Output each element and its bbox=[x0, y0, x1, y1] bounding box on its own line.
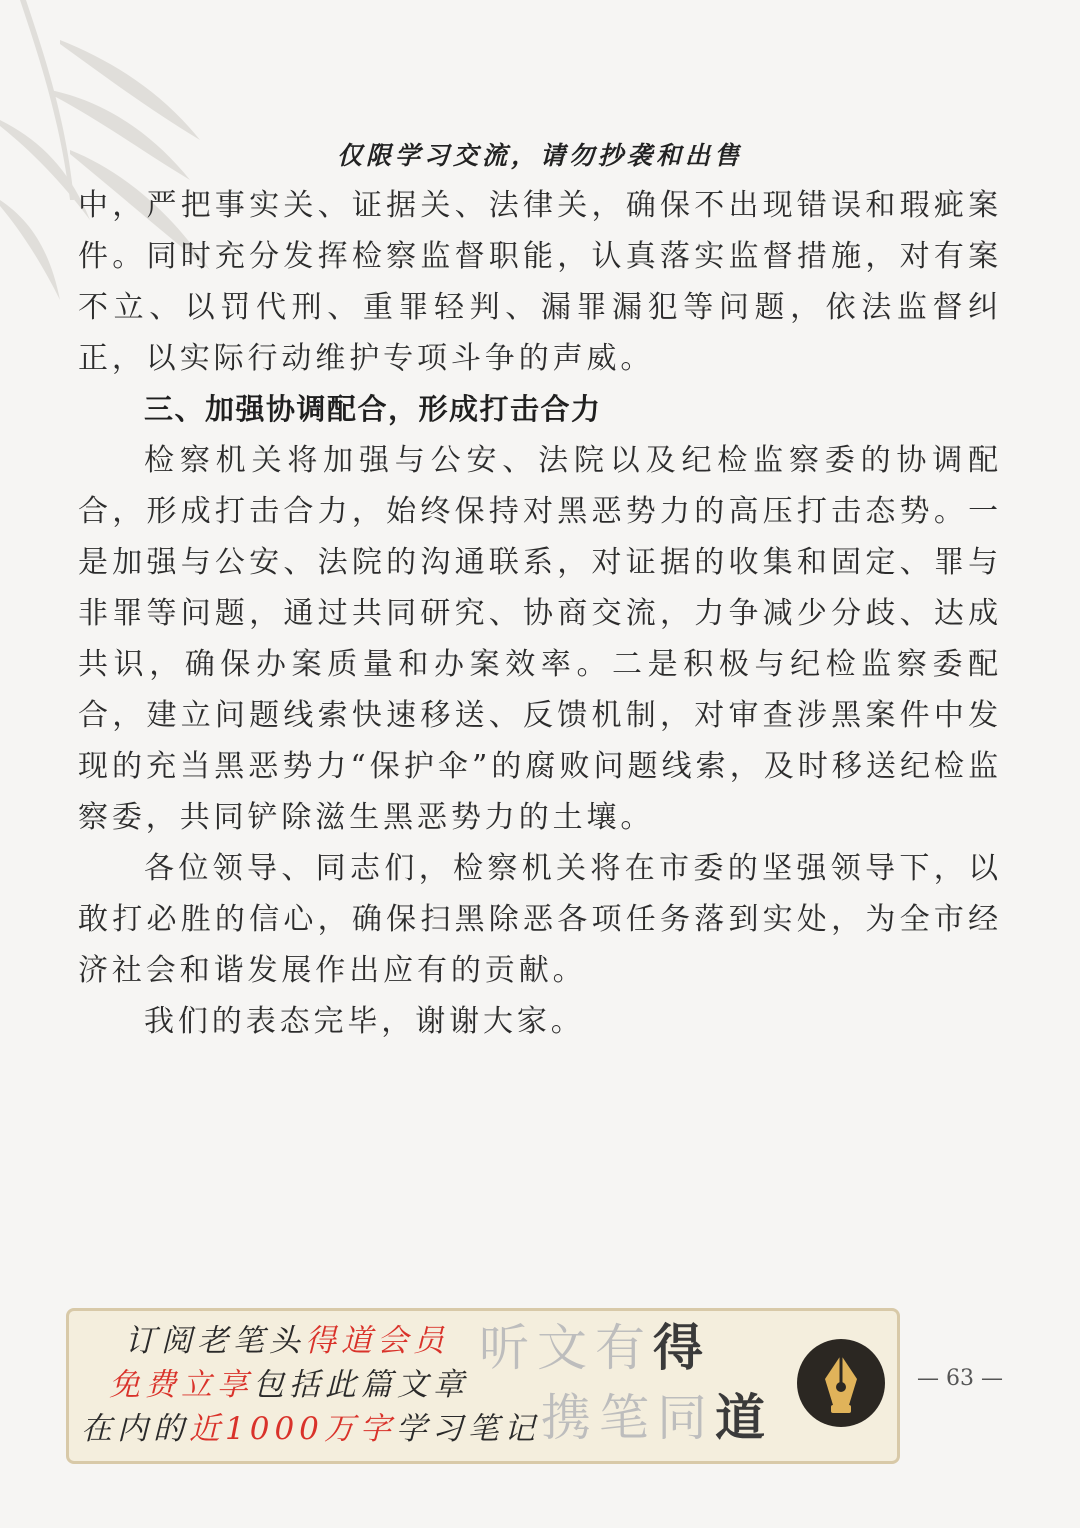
slogan-1-dark: 得 bbox=[653, 1318, 711, 1377]
banner-text-member: 得道会员 bbox=[305, 1323, 449, 1359]
banner-slogan bbox=[479, 1313, 809, 1453]
slogan-1-light: 听文有 bbox=[479, 1319, 653, 1377]
subscription-banner[interactable] bbox=[66, 1308, 900, 1464]
section-heading-3: 三、加强协调配合，形成打击合力 bbox=[144, 392, 602, 426]
banner-text-subscribe: 订阅老笔头 bbox=[125, 1323, 305, 1359]
paragraph-closing: 各位领导、同志们，检察机关将在市委的坚强领导下，以敢打必胜的信心，确保扫黑除恶各项任务落到实处，为全市经济社会和谐发展作出应有的贡献。 bbox=[78, 851, 1002, 988]
slogan-line-2 bbox=[479, 1383, 809, 1453]
banner-text-notes: 学习笔记 bbox=[395, 1411, 540, 1447]
paragraph-coordination: 检察机关将加强与公安、法院以及纪检监察委的协调配合，形成打击合力，始终保持对黑恶势力的高压打击态势。一是加强与公安、法院的沟通联系，对证据的收集和固定、罪与非罪等问题，通过共同研究、协商交流，力争减少分歧、达成共识，确保办案质量和办案效率。二是积极与纪检监察委配合，建立问题线索快速移送、反馈机制，对审查涉黑案件中发现的充当黑恶势力“保护伞”的腐败问题线索，及时移送纪检监察委，共同铲除滋生黑恶势力的土壤。 bbox=[78, 443, 1002, 835]
slogan-2-dark: 道 bbox=[715, 1388, 773, 1447]
fountain-pen-nib-icon bbox=[797, 1339, 885, 1427]
slogan-2-light: 携笔同 bbox=[541, 1389, 715, 1447]
slogan-line-1 bbox=[479, 1313, 809, 1383]
copyright-notice: 仅限学习交流，请勿抄袭和出售 bbox=[336, 141, 743, 170]
pen-nib-badge bbox=[797, 1339, 885, 1427]
page-number: — 63 — bbox=[917, 1366, 1003, 1391]
banner-text-within: 在内的 bbox=[81, 1411, 189, 1447]
banner-text-amount: 近1000万字 bbox=[189, 1411, 396, 1447]
banner-text-include: 包括此篇文章 bbox=[253, 1367, 469, 1403]
banner-text-free: 免费立享 bbox=[109, 1367, 253, 1403]
paragraph-thanks: 我们的表态完毕，谢谢大家。 bbox=[144, 1004, 585, 1039]
paragraph-continued: 中，严把事实关、证据关、法律关，确保不出现错误和瑕疵案件。同时充分发挥检察监督职能，认真落实监督措施，对有案不立、以罚代刑、重罪轻判、漏罪漏犯等问题，依法监督纠正，以实际行动维护专项斗争的声威。 bbox=[78, 188, 1002, 376]
document-body bbox=[78, 180, 1002, 1047]
